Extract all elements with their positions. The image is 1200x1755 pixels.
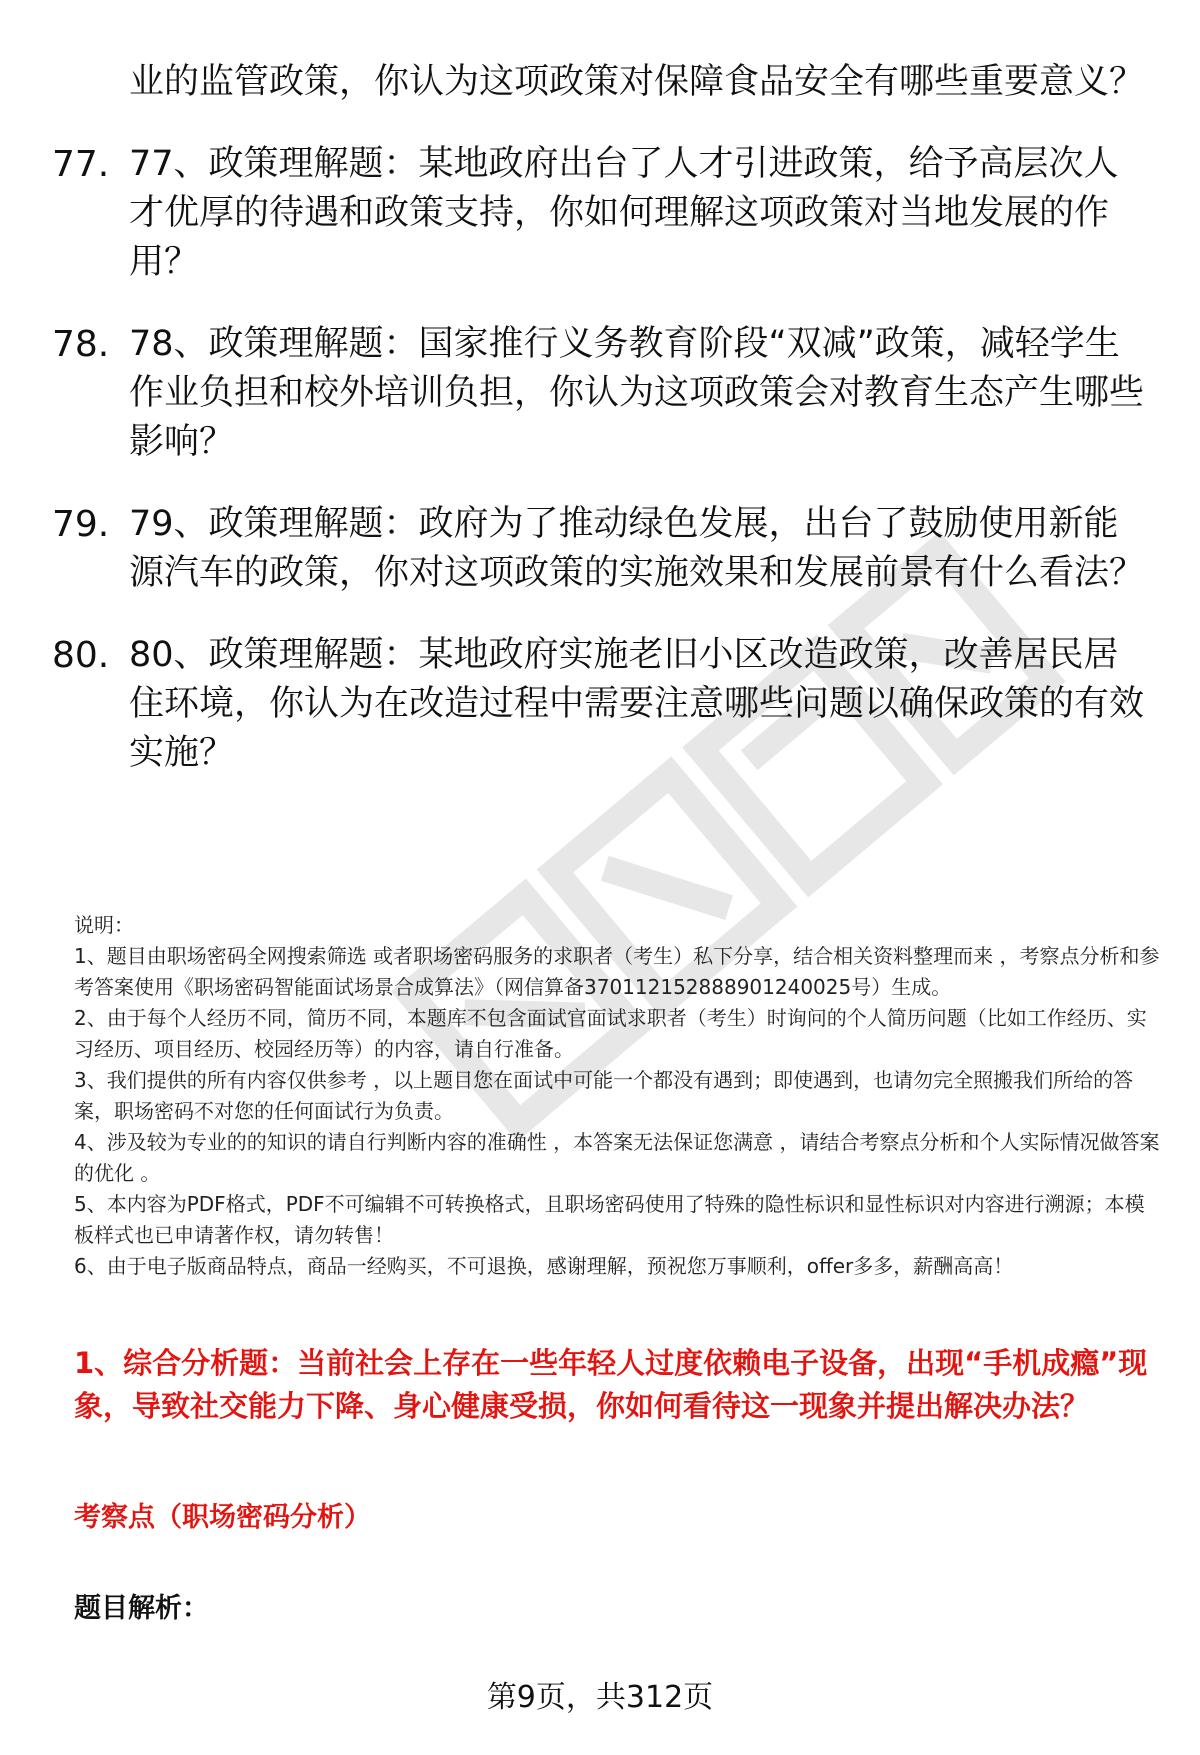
question-list (52, 58, 1152, 811)
carryover-text: 业的监管政策，你认为这项政策对保障食品安全有哪些重要意义？ (129, 62, 1145, 102)
question-text: 79、政策理解题：政府为了推动绿色发展，出台了鼓励使用新能源汽车的政策，你对这项政策的实施效果和发展前景有什么看法？ (129, 504, 1145, 593)
note-item: 4、涉及较为专业的的知识的请自行判断内容的准确性 ，本答案无法保证您满意 ，请结合考察点分析和个人实际情况做答案的优化 。 (74, 1130, 1160, 1185)
question-item-78 (52, 320, 1152, 467)
question-number: 78. (52, 324, 110, 365)
question-number: 77. (52, 144, 110, 185)
exam-point-heading: 考察点（职场密码分析） (74, 1502, 371, 1533)
notes-section (74, 910, 1164, 1282)
page-footer: 第9页，共312页 (486, 1680, 714, 1715)
highlight-question: 1、综合分析题：当前社会上存在一些年轻人过度依赖电子设备，出现“手机成瘾”现象，导致社交能力下降、身心健康受损，你如何看待这一现象并提出解决办法？ (74, 1346, 1148, 1423)
note-item: 6、由于电子版商品特点，商品一经购买，不可退换，感谢理解，预祝您万事顺利，offer多多，薪酬高高！ (74, 1254, 1014, 1278)
question-number: 79. (52, 504, 110, 545)
note-item: 1、题目由职场密码全网搜索筛选 或者职场密码服务的求职者（考生）私下分享，结合相关资料整理而来 ，考察点分析和参考答案使用《职场密码智能面试场景合成算法》（网信算备370112152888901240025号）生成。 (74, 944, 1160, 999)
carryover-item (52, 58, 1152, 107)
notes-heading: 说明： (74, 913, 134, 937)
question-item-77 (52, 140, 1152, 287)
question-item-79 (52, 500, 1152, 598)
note-item: 2、由于每个人经历不同，简历不同，本题库不包含面试官面试求职者（考生）时询问的个人简历问题（比如工作经历、实习经历、项目经历、校园经历等）的内容，请自行准备。 (74, 1006, 1147, 1061)
note-item: 5、本内容为PDF格式，PDF不可编辑不可转换格式，且职场密码使用了特殊的隐性标识和显性标识对内容进行溯源；本模板样式也已申请著作权，请勿转售！ (74, 1192, 1145, 1247)
question-item-80 (52, 631, 1152, 778)
note-item: 3、我们提供的所有内容仅供参考 ，以上题目您在面试中可能一个都没有遇到；即使遇到，也请勿完全照搬我们所给的答案，职场密码不对您的任何面试行为负责。 (74, 1068, 1134, 1123)
question-text: 77、政策理解题：某地政府出台了人才引进政策，给予高层次人才优厚的待遇和政策支持，你如何理解这项政策对当地发展的作用？ (129, 144, 1119, 282)
analysis-heading: 题目解析： (74, 1593, 209, 1624)
question-text: 78、政策理解题：国家推行义务教育阶段“双减”政策，减轻学生作业负担和校外培训负担，你认为这项政策会对教育生态产生哪些影响？ (129, 324, 1145, 462)
question-number: 80. (52, 635, 110, 676)
question-text: 80、政策理解题：某地政府实施老旧小区改造政策，改善居民居住环境，你认为在改造过程中需要注意哪些问题以确保政策的有效实施？ (129, 635, 1145, 773)
